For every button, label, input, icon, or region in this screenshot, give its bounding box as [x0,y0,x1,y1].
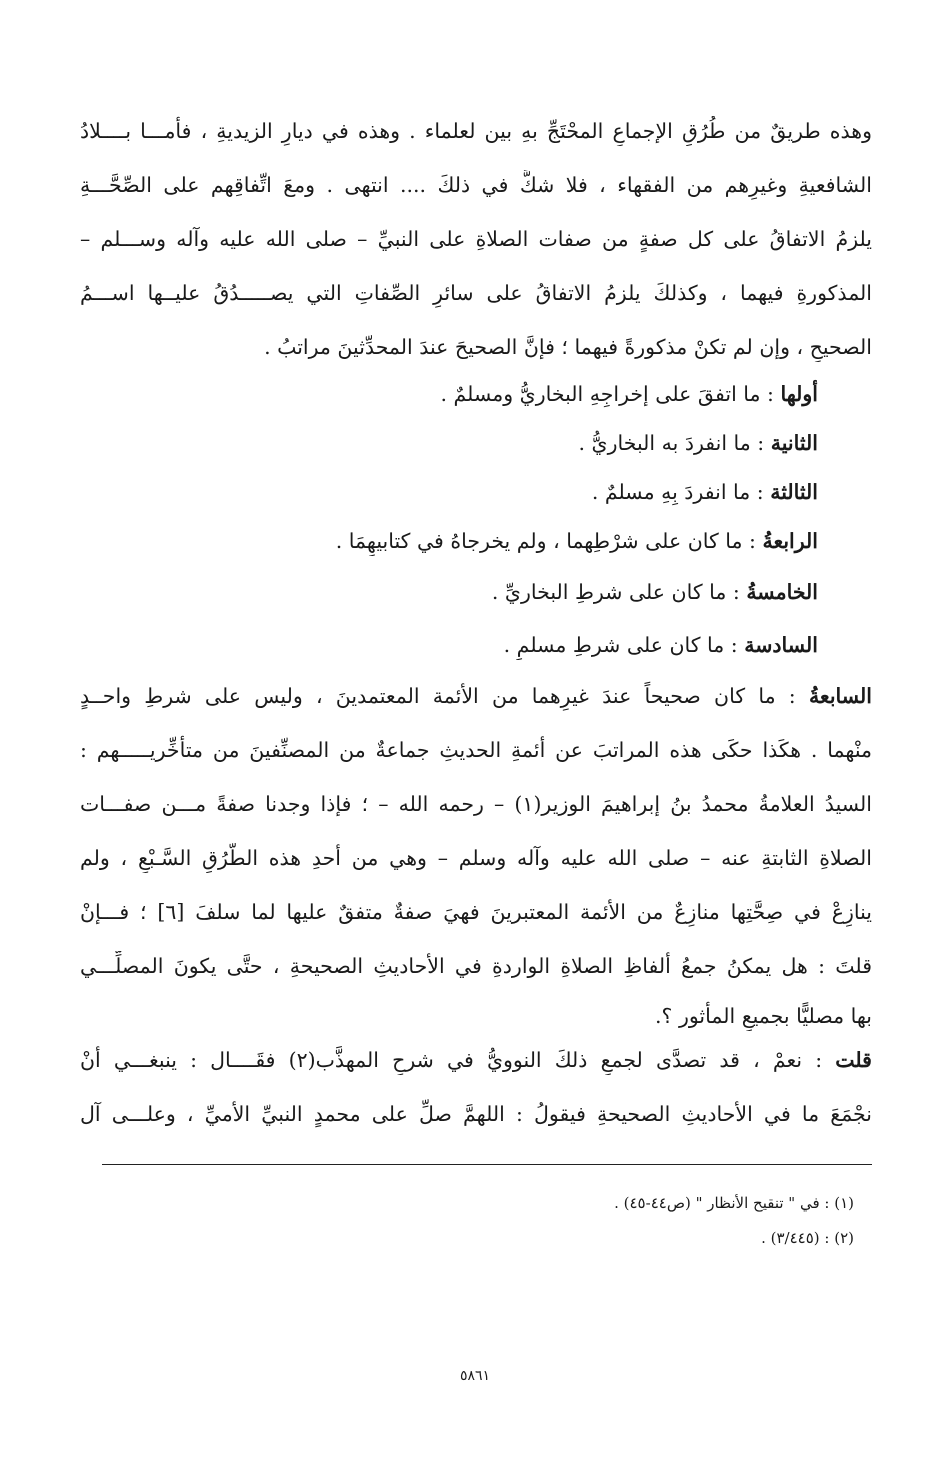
rank-1-text: : ما اتفقَ على إخراجِهِ البخاريُّ ومسلمٌ . [440,382,781,406]
footnote-divider [102,1164,872,1165]
rank-7-text: : ما كان صحيحاً عندَ غيرِهما من الأئمة المعتمدينَ ، وليس على شرطِ واحــدٍ [80,684,809,708]
text-line-2: الشافعيةِ وغيرِهم من الفقهاء ، فلا شكَّ في ذلكَ .... انتهى . ومعَ اتِّفاقِهم على الصِّحَّـــةِ [80,173,872,197]
text-line-3: يلزمُ الاتفاقُ على كل صفةٍ من صفات الصلاةِ على النبيِّ – صلى الله عليه وآله وســـلم – [80,227,872,251]
text-line-11: بها مصليًّا بجميعِ المأثور ؟. [655,1004,872,1028]
rank-1 [26,379,818,409]
rank-4 [26,526,818,556]
rank-4-text: : ما كان على شرْطِهما ، ولم يخرجاهُ في كتابيهِمَا . [335,529,763,553]
text-line-12: نجْمَعَ ما في الأحاديثِ الصحيحةِ فيقولُ : اللهمَّ صلِّ على محمدٍ النبيِّ الأميِّ ، وعلـــى آل [80,1102,872,1126]
qult-text: : نعمْ ، قد تصدَّى لجمعِ ذلكَ النوويُّ في شرحِ المهذَّب(٢) فقَــــال : ينبغـــي أنْ [80,1048,836,1072]
text-line-5: الصحيحِ ، وإن لم تكنْ مذكورةً فيهما ؛ فإنَّ الصحيحَ عندَ المحدِّثينَ مراتبُ . [264,335,872,359]
text-line-7: السيدُ العلامةُ محمدُ بنُ إبراهيمَ الوزير(١) – رحمه الله – ؛ فإذا وجدنا صفةً مـــن صفـــات [80,792,872,816]
rank-5 [26,577,818,607]
rank-2-text: : ما انفردَ به البخاريُّ . [578,431,771,455]
qult-line [80,1045,872,1075]
rank-1-label: أولها [780,382,818,406]
text-line-6: منْهما . هكَذا حكَى هذه المراتبَ عن أئمةِ الحديثِ جماعةٌ من المصنِّفينَ من متأخِّريـــــهم : [80,738,872,762]
rank-5-text: : ما كان على شرطِ البخاريِّ . [491,580,747,604]
text-line-8: الصلاةِ الثابتةِ عنه – صلى الله عليه وآله وسلم – وهي من أحدِ هذه الطُّرُقِ السَّـبْعِ ، ولم [80,846,872,870]
rank-6-label: السادسة [744,633,818,657]
rank-5-label: الخامسةُ [746,580,818,604]
rank-7 [80,681,872,711]
rank-2-label: الثانية [770,431,818,455]
qult-label: قلت [835,1048,872,1072]
rank-2 [26,428,818,458]
rank-7-label: السابعةُ [808,684,872,708]
rank-3-label: الثالثة [770,480,818,504]
footnote-1: (١) : في " تنقيح الأنظار " (ص٤٤-٤٥) . [614,1194,854,1212]
text-line-9: ينازِعْ في صِحَّتِها منازِعٌ من الأئمة المعتبرينَ فهيَ صفةٌ متفقٌ عليها لما سلفَ [٦] ؛ فـــإنْ [80,900,872,924]
text-line-4: المذكورةِ فيهما ، وكذلكَ يلزمُ الاتفاقُ على سائرِ الصِّفاتِ التي يصـــــدُقُ عليــها اســـمُ [80,281,872,305]
rank-4-label: الرابعةُ [762,529,818,553]
rank-6 [26,630,818,660]
rank-3-text: : ما انفردَ بِهِ مسلمٌ . [591,480,771,504]
rank-3 [26,477,818,507]
rank-6-text: : ما كان على شرطِ مسلمٍ . [503,633,745,657]
page-number: ٥٨٦١ [459,1368,491,1384]
text-line-1: وهذه طريقٌ من طُرُقِ الإجماعِ المحْتَجِّ بهِ بين لعلماء . وهذه في ديارِ الزيديةِ ، فأمـــا بــــلادُ [80,119,872,143]
footnote-2: (٢) : (٣/٤٤٥) . [761,1229,854,1247]
text-line-10: قلتَ : هل يمكنُ جمعُ ألفاظِ الصلاةِ الواردةِ في الأحاديثِ الصحيحةِ ، حتَّى يكونَ المصلِّـــي [80,954,872,978]
